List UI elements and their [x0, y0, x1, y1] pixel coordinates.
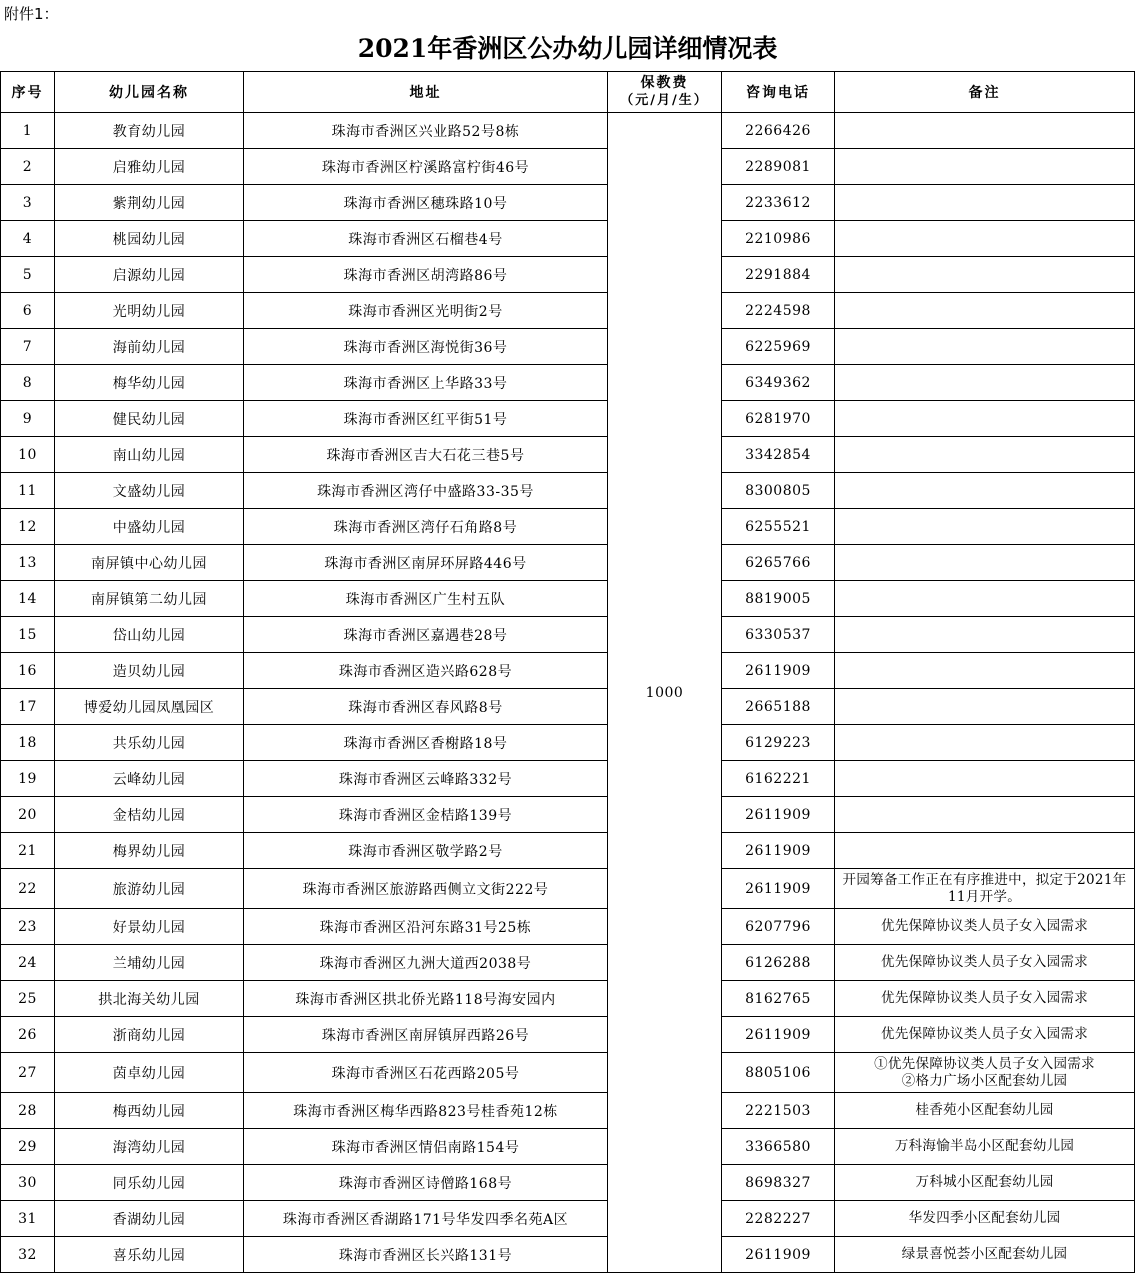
row-seq: 8	[1, 365, 55, 401]
row-kindergarten-name: 金桔幼儿园	[55, 797, 244, 833]
header-address: 地址	[244, 72, 608, 113]
row-phone: 2282227	[722, 1201, 835, 1237]
row-remark	[835, 113, 1135, 149]
table-row	[1, 365, 1135, 401]
row-seq: 18	[1, 725, 55, 761]
row-kindergarten-name: 香湖幼儿园	[55, 1201, 244, 1237]
row-phone: 8698327	[722, 1165, 835, 1201]
row-kindergarten-name: 光明幼儿园	[55, 293, 244, 329]
row-phone: 6330537	[722, 617, 835, 653]
row-phone: 2611909	[722, 1237, 835, 1273]
row-kindergarten-name: 浙商幼儿园	[55, 1017, 244, 1053]
row-kindergarten-name: 文盛幼儿园	[55, 473, 244, 509]
row-phone: 6349362	[722, 365, 835, 401]
row-remark: 华发四季小区配套幼儿园	[835, 1201, 1135, 1237]
row-phone: 2611909	[722, 653, 835, 689]
row-seq: 27	[1, 1053, 55, 1093]
row-kindergarten-name: 教育幼儿园	[55, 113, 244, 149]
row-remark: 万科城小区配套幼儿园	[835, 1165, 1135, 1201]
row-phone: 2611909	[722, 869, 835, 909]
row-phone: 2611909	[722, 797, 835, 833]
row-phone: 2224598	[722, 293, 835, 329]
row-seq: 28	[1, 1093, 55, 1129]
row-phone: 6281970	[722, 401, 835, 437]
row-phone: 8300805	[722, 473, 835, 509]
row-address: 珠海市香洲区柠溪路富柠街46号	[244, 149, 608, 185]
row-remark: ①优先保障协议类人员子女入园需求 ②格力广场小区配套幼儿园	[835, 1053, 1135, 1093]
row-kindergarten-name: 梅华幼儿园	[55, 365, 244, 401]
row-seq: 3	[1, 185, 55, 221]
row-remark	[835, 761, 1135, 797]
row-phone: 6207796	[722, 909, 835, 945]
header-row	[1, 72, 1135, 113]
row-kindergarten-name: 南山幼儿园	[55, 437, 244, 473]
row-phone: 6126288	[722, 945, 835, 981]
row-kindergarten-name: 健民幼儿园	[55, 401, 244, 437]
row-phone: 2289081	[722, 149, 835, 185]
row-seq: 19	[1, 761, 55, 797]
row-address: 珠海市香洲区石榴巷4号	[244, 221, 608, 257]
row-remark	[835, 185, 1135, 221]
row-kindergarten-name: 造贝幼儿园	[55, 653, 244, 689]
row-address: 珠海市香洲区嘉遇巷28号	[244, 617, 608, 653]
row-remark	[835, 797, 1135, 833]
row-kindergarten-name: 启源幼儿园	[55, 257, 244, 293]
header-fee-unit: （元/月/生）	[620, 93, 709, 108]
row-phone: 8819005	[722, 581, 835, 617]
row-seq: 1	[1, 113, 55, 149]
row-kindergarten-name: 共乐幼儿园	[55, 725, 244, 761]
row-phone: 3342854	[722, 437, 835, 473]
row-seq: 14	[1, 581, 55, 617]
row-seq: 2	[1, 149, 55, 185]
kindergarten-table	[0, 26, 1135, 1273]
row-seq: 25	[1, 981, 55, 1017]
row-seq: 23	[1, 909, 55, 945]
table-row	[1, 1129, 1135, 1165]
row-remark	[835, 689, 1135, 725]
fee-value: 1000	[608, 113, 722, 1273]
row-remark	[835, 581, 1135, 617]
row-seq: 13	[1, 545, 55, 581]
row-remark	[835, 509, 1135, 545]
table-row	[1, 1237, 1135, 1273]
row-kindergarten-name: 启雅幼儿园	[55, 149, 244, 185]
header-phone: 咨询电话	[722, 72, 835, 113]
row-phone: 2665188	[722, 689, 835, 725]
table-row	[1, 945, 1135, 981]
row-address: 珠海市香洲区兴业路52号8栋	[244, 113, 608, 149]
row-address: 珠海市香洲区海悦街36号	[244, 329, 608, 365]
row-address: 珠海市香洲区香榭路18号	[244, 725, 608, 761]
table-row	[1, 653, 1135, 689]
row-phone: 2233612	[722, 185, 835, 221]
row-remark	[835, 833, 1135, 869]
table-row	[1, 725, 1135, 761]
row-remark	[835, 437, 1135, 473]
row-phone: 8805106	[722, 1053, 835, 1093]
row-address: 珠海市香洲区长兴路131号	[244, 1237, 608, 1273]
row-seq: 21	[1, 833, 55, 869]
row-seq: 4	[1, 221, 55, 257]
row-kindergarten-name: 拱北海关幼儿园	[55, 981, 244, 1017]
table-row	[1, 257, 1135, 293]
row-remark	[835, 257, 1135, 293]
header-seq: 序号	[1, 72, 55, 113]
row-seq: 20	[1, 797, 55, 833]
table-row	[1, 1165, 1135, 1201]
row-address: 珠海市香洲区胡湾路86号	[244, 257, 608, 293]
header-fee	[608, 72, 722, 113]
table-row	[1, 797, 1135, 833]
row-remark	[835, 329, 1135, 365]
row-address: 珠海市香洲区旅游路西侧立文街222号	[244, 869, 608, 909]
row-kindergarten-name: 梅界幼儿园	[55, 833, 244, 869]
row-seq: 11	[1, 473, 55, 509]
row-remark: 万科海愉半岛小区配套幼儿园	[835, 1129, 1135, 1165]
row-address: 珠海市香洲区湾仔中盛路33-35号	[244, 473, 608, 509]
row-seq: 16	[1, 653, 55, 689]
row-seq: 31	[1, 1201, 55, 1237]
row-remark: 优先保障协议类人员子女入园需求	[835, 909, 1135, 945]
row-kindergarten-name: 兰埔幼儿园	[55, 945, 244, 981]
row-seq: 24	[1, 945, 55, 981]
row-address: 珠海市香洲区南屏镇屏西路26号	[244, 1017, 608, 1053]
row-phone: 2611909	[722, 1017, 835, 1053]
row-remark	[835, 293, 1135, 329]
row-address: 珠海市香洲区九洲大道西2038号	[244, 945, 608, 981]
table-row	[1, 149, 1135, 185]
row-remark: 优先保障协议类人员子女入园需求	[835, 945, 1135, 981]
row-remark: 绿景喜悦荟小区配套幼儿园	[835, 1237, 1135, 1273]
table-row	[1, 617, 1135, 653]
row-kindergarten-name: 好景幼儿园	[55, 909, 244, 945]
row-seq: 32	[1, 1237, 55, 1273]
row-remark	[835, 545, 1135, 581]
row-seq: 9	[1, 401, 55, 437]
row-remark	[835, 149, 1135, 185]
row-kindergarten-name: 南屏镇第二幼儿园	[55, 581, 244, 617]
row-kindergarten-name: 岱山幼儿园	[55, 617, 244, 653]
row-phone: 6265766	[722, 545, 835, 581]
row-kindergarten-name: 云峰幼儿园	[55, 761, 244, 797]
row-kindergarten-name: 梅西幼儿园	[55, 1093, 244, 1129]
row-phone: 2221503	[722, 1093, 835, 1129]
row-seq: 30	[1, 1165, 55, 1201]
row-address: 珠海市香洲区吉大石花三巷5号	[244, 437, 608, 473]
row-address: 珠海市香洲区上华路33号	[244, 365, 608, 401]
row-address: 珠海市香洲区诗僧路168号	[244, 1165, 608, 1201]
row-address: 珠海市香洲区红平街51号	[244, 401, 608, 437]
row-kindergarten-name: 同乐幼儿园	[55, 1165, 244, 1201]
row-remark	[835, 221, 1135, 257]
header-name: 幼儿园名称	[55, 72, 244, 113]
row-seq: 29	[1, 1129, 55, 1165]
table-row	[1, 185, 1135, 221]
row-remark	[835, 473, 1135, 509]
row-address: 珠海市香洲区拱北侨光路118号海安园内	[244, 981, 608, 1017]
row-phone: 2266426	[722, 113, 835, 149]
row-phone: 6225969	[722, 329, 835, 365]
row-remark: 优先保障协议类人员子女入园需求	[835, 1017, 1135, 1053]
row-address: 珠海市香洲区造兴路628号	[244, 653, 608, 689]
row-seq: 12	[1, 509, 55, 545]
table-row	[1, 833, 1135, 869]
table-row	[1, 221, 1135, 257]
table-row	[1, 869, 1135, 909]
row-address: 珠海市香洲区沿河东路31号25栋	[244, 909, 608, 945]
row-seq: 15	[1, 617, 55, 653]
row-remark	[835, 617, 1135, 653]
row-remark: 桂香苑小区配套幼儿园	[835, 1093, 1135, 1129]
table-row	[1, 113, 1135, 149]
row-kindergarten-name: 茵卓幼儿园	[55, 1053, 244, 1093]
row-seq: 17	[1, 689, 55, 725]
table-row	[1, 909, 1135, 945]
row-address: 珠海市香洲区金桔路139号	[244, 797, 608, 833]
attachment-label: 附件1：	[4, 5, 59, 23]
table-row	[1, 581, 1135, 617]
table-row	[1, 1017, 1135, 1053]
table-row	[1, 1053, 1135, 1093]
row-address: 珠海市香洲区南屏环屏路446号	[244, 545, 608, 581]
table-row	[1, 509, 1135, 545]
row-phone: 2611909	[722, 833, 835, 869]
row-address: 珠海市香洲区光明街2号	[244, 293, 608, 329]
row-seq: 6	[1, 293, 55, 329]
row-seq: 5	[1, 257, 55, 293]
row-address: 珠海市香洲区广生村五队	[244, 581, 608, 617]
row-remark: 优先保障协议类人员子女入园需求	[835, 981, 1135, 1017]
table-row	[1, 329, 1135, 365]
row-address: 珠海市香洲区云峰路332号	[244, 761, 608, 797]
row-remark	[835, 365, 1135, 401]
row-address: 珠海市香洲区情侣南路154号	[244, 1129, 608, 1165]
row-phone: 6255521	[722, 509, 835, 545]
row-kindergarten-name: 中盛幼儿园	[55, 509, 244, 545]
row-kindergarten-name: 博爱幼儿园凤凰园区	[55, 689, 244, 725]
row-address: 珠海市香洲区香湖路171号华发四季名苑A区	[244, 1201, 608, 1237]
table-row	[1, 761, 1135, 797]
table-row	[1, 401, 1135, 437]
row-phone: 6129223	[722, 725, 835, 761]
row-address: 珠海市香洲区梅华西路823号桂香苑12栋	[244, 1093, 608, 1129]
row-seq: 7	[1, 329, 55, 365]
row-seq: 26	[1, 1017, 55, 1053]
row-phone: 2291884	[722, 257, 835, 293]
table-row	[1, 473, 1135, 509]
row-seq: 10	[1, 437, 55, 473]
row-kindergarten-name: 紫荆幼儿园	[55, 185, 244, 221]
table-row	[1, 293, 1135, 329]
header-fee-label: 保教费	[640, 75, 689, 91]
row-remark: 开园筹备工作正在有序推进中，拟定于2021年11月开学。	[835, 869, 1135, 909]
table-row	[1, 437, 1135, 473]
table-title: 2021年香洲区公办幼儿园详细情况表	[1, 26, 1135, 72]
row-remark	[835, 401, 1135, 437]
row-kindergarten-name: 海湾幼儿园	[55, 1129, 244, 1165]
row-address: 珠海市香洲区穗珠路10号	[244, 185, 608, 221]
row-phone: 8162765	[722, 981, 835, 1017]
table-row	[1, 545, 1135, 581]
row-seq: 22	[1, 869, 55, 909]
table-row	[1, 1201, 1135, 1237]
header-remark: 备注	[835, 72, 1135, 113]
row-kindergarten-name: 旅游幼儿园	[55, 869, 244, 909]
row-kindergarten-name: 喜乐幼儿园	[55, 1237, 244, 1273]
table-row	[1, 689, 1135, 725]
row-phone: 6162221	[722, 761, 835, 797]
row-address: 珠海市香洲区敬学路2号	[244, 833, 608, 869]
row-phone: 3366580	[722, 1129, 835, 1165]
row-kindergarten-name: 海前幼儿园	[55, 329, 244, 365]
row-address: 珠海市香洲区石花西路205号	[244, 1053, 608, 1093]
table-row	[1, 981, 1135, 1017]
row-kindergarten-name: 桃园幼儿园	[55, 221, 244, 257]
row-address: 珠海市香洲区湾仔石角路8号	[244, 509, 608, 545]
row-phone: 2210986	[722, 221, 835, 257]
row-address: 珠海市香洲区春风路8号	[244, 689, 608, 725]
row-remark	[835, 725, 1135, 761]
row-kindergarten-name: 南屏镇中心幼儿园	[55, 545, 244, 581]
row-remark	[835, 653, 1135, 689]
table-row	[1, 1093, 1135, 1129]
